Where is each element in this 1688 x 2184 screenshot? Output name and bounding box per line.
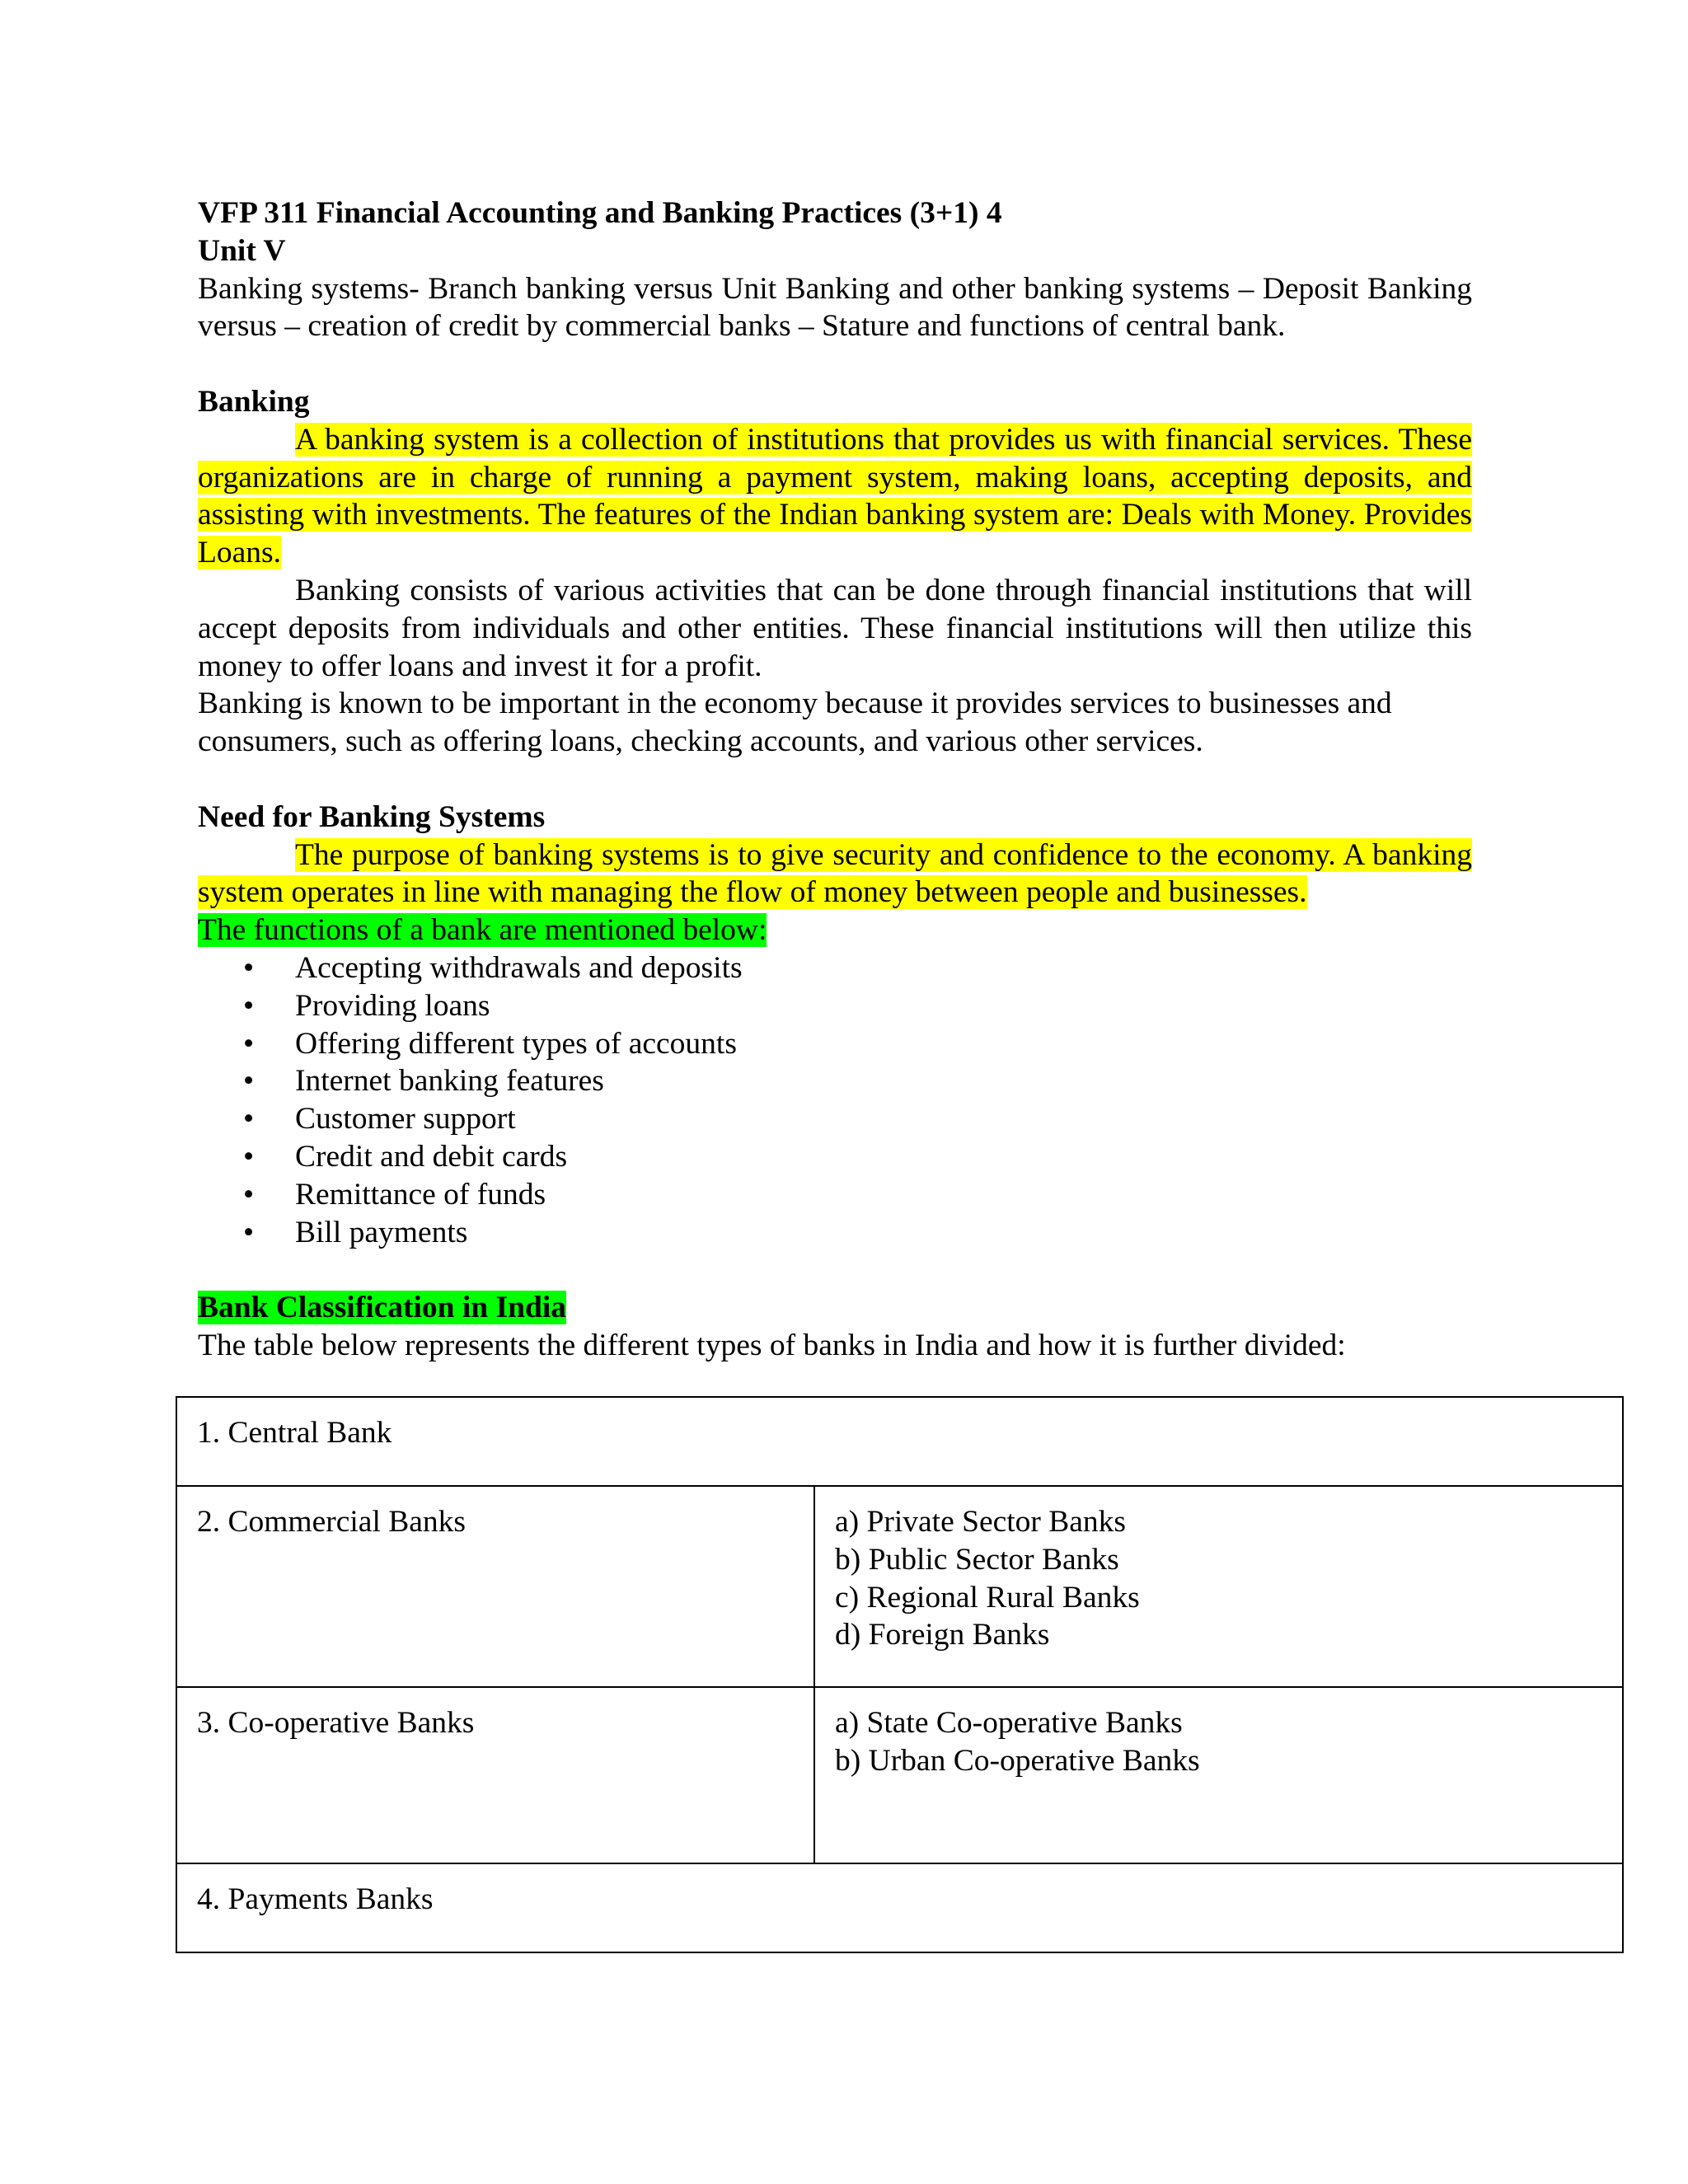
spacer	[198, 1251, 1472, 1289]
list-item: • Credit and debit cards	[198, 1138, 1472, 1176]
list-item: • Customer support	[198, 1100, 1472, 1138]
classification-intro: The table below represents the different types of banks in India and how it is further divided:	[198, 1328, 1346, 1362]
bullet-icon: •	[243, 1026, 255, 1061]
bullet-icon: •	[243, 1139, 255, 1174]
sub-category: c) Regional Rural Banks	[835, 1580, 1140, 1615]
table-cell: 3. Co-operative Banks	[176, 1687, 814, 1863]
highlighted-text: A banking system is a collection of institutions that provides us with financial services. These organizations are in charge of running a payment system, making loans, accepting deposits, and assisting with investments. The features of the Indian banking system are: Deals with Money. Provides Loans.	[198, 422, 1472, 570]
bullet-icon: •	[243, 1177, 255, 1212]
banking-importance-paragraph: Banking is known to be important in the economy because it provides services to businesses and consumers, such as offering loans, checking accounts, and various other services.	[198, 687, 1392, 759]
table-cell	[814, 1687, 1623, 1863]
bullet-icon: •	[243, 950, 255, 985]
sub-category: a) State Co-operative Banks	[835, 1706, 1183, 1740]
banking-activities-paragraph: Banking consists of various activities that can be done through financial institutions that will accept deposits from individuals and other entities. These financial institutions will then utilize this money to offer loans and invest it for a profit.	[198, 573, 1472, 683]
banking-definition-paragraph	[198, 421, 1472, 572]
table-cell	[814, 1486, 1623, 1687]
bullet-icon: •	[243, 988, 255, 1023]
list-item: • Accepting withdrawals and deposits	[198, 949, 1472, 987]
sub-category: d) Foreign Banks	[835, 1618, 1050, 1652]
bank-classification-table	[176, 1396, 1624, 1953]
unit-heading: Unit V	[198, 233, 286, 268]
table-cell: 4. Payments Banks	[176, 1863, 1623, 1952]
classification-heading	[198, 1289, 1472, 1327]
list-item: • Bill payments	[198, 1214, 1472, 1252]
bullet-icon: •	[243, 1215, 255, 1249]
spacer	[198, 345, 1472, 383]
functions-list	[198, 949, 1472, 1251]
table-row	[176, 1486, 1623, 1687]
table-row	[176, 1687, 1623, 1863]
table-row	[176, 1397, 1623, 1486]
syllabus-text: Banking systems- Branch banking versus Unit Banking and other banking systems – Deposit Banking versus – creation of credit by commercial banks – Stature and functions of central bank.	[198, 271, 1472, 344]
sub-category: b) Urban Co-operative Banks	[835, 1743, 1200, 1778]
list-item: • Providing loans	[198, 987, 1472, 1025]
spacer	[198, 761, 1472, 799]
highlighted-text: The functions of a bank are mentioned below:	[198, 913, 767, 948]
list-item: • Internet banking features	[198, 1062, 1472, 1100]
banking-heading: Banking	[198, 384, 310, 419]
highlighted-text: The purpose of banking systems is to give security and confidence to the economy. A banking system operates in line with managing the flow of money between people and businesses.	[198, 837, 1472, 910]
need-paragraph	[198, 837, 1472, 912]
course-title: VFP 311 Financial Accounting and Banking Practices (3+1) 4	[198, 196, 1002, 230]
bullet-icon: •	[243, 1102, 255, 1137]
document-body	[198, 194, 1472, 1365]
bullet-icon: •	[243, 1064, 255, 1099]
list-item: • Offering different types of accounts	[198, 1025, 1472, 1063]
table-row	[176, 1863, 1623, 1952]
list-item: • Remittance of funds	[198, 1176, 1472, 1214]
table-cell: 2. Commercial Banks	[176, 1486, 814, 1687]
need-heading: Need for Banking Systems	[198, 799, 546, 834]
highlighted-text: Bank Classification in India	[198, 1291, 567, 1325]
sub-category: a) Private Sector Banks	[835, 1505, 1127, 1539]
sub-category: b) Public Sector Banks	[835, 1542, 1119, 1577]
table-cell: 1. Central Bank	[176, 1397, 1623, 1486]
functions-intro	[198, 912, 1472, 949]
